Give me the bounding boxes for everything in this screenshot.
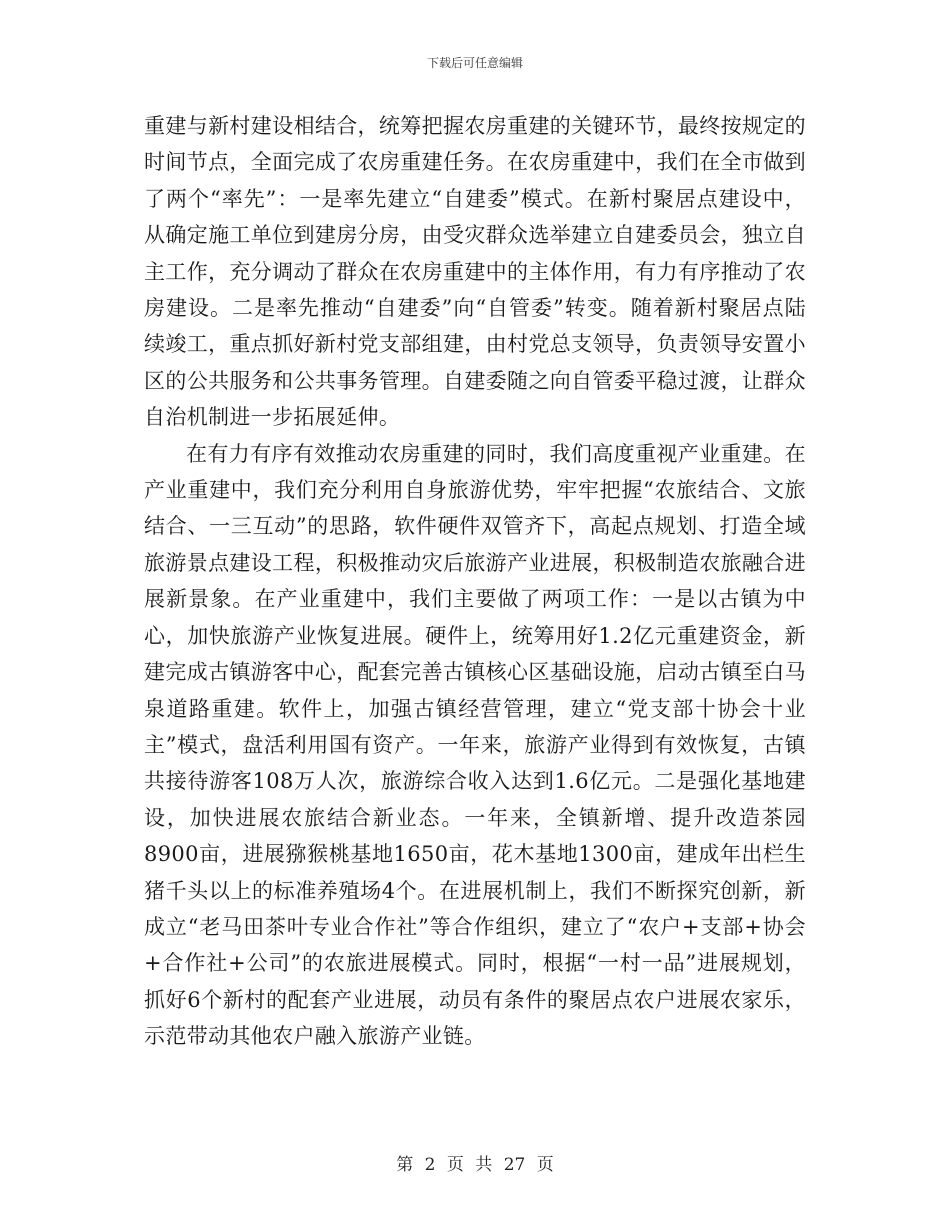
document-body [144,108,806,1055]
page-number: 第 2 页 共 27 页 [396,1155,554,1175]
page-header: 下载后可任意编辑 [426,56,523,70]
paragraph-housing-reconstruction: 重建与新村建设相结合，统筹把握农房重建的关键环节，最终按规定的时间节点，全面完成了农房重建任务。在农房重建中，我们在全市做到了两个“率先”：一是率先建立“自建委”模式。在新村聚居点建设中，从确定施工单位到建房分房，由受灾群众选举建立自建委员会，独立自主工作，充分调动了群众在农房重建中的主体作用，有力有序推动了农房建设。二是率先推动“自建委”向“自管委”转变。随着新村聚居点陆续竣工，重点抓好新村党支部组建，由村党总支领导，负责领导安置小区的公共服务和公共事务管理。自建委随之向自管委平稳过渡，让群众自治机制进一步拓展延伸。 [144,114,806,430]
paragraph-industry-reconstruction: 在有力有序有效推动农房重建的同时，我们高度重视产业重建。在产业重建中，我们充分利用自身旅游优势，牢牢把握“农旅结合、文旅结合、一三互动”的思路，软件硬件双管齐下，高起点规划、打造全域旅游景点建设工程，积极推动灾后旅游产业进展，积极制造农旅融合进展新景象。在产业重建中，我们主要做了两项工作：一是以古镇为中心，加快旅游产业恢复进展。硬件上，统筹用好1.2亿元重建资金，新建完成古镇游客中心，配套完善古镇核心区基础设施，启动古镇至白马泉道路重建。软件上，加强古镇经营管理，建立“党支部十协会十业主”模式，盘活利用国有资产。一年来，旅游产业得到有效恢复，古镇共接待游客108万人次，旅游综合收入达到1.6亿元。二是强化基地建设，加快进展农旅结合新业态。一年来，全镇新增、提升改造茶园8900亩，进展猕猴桃基地1650亩，花木基地1300亩，建成年出栏生猪千头以上的标准养殖场4个。在进展机制上，我们不断探究创新，新成立“老马田茶叶专业合作社”等合作组织，建立了“农户+支部+协会+合作社+公司”的农旅进展模式。同时，根据“一村一品”进展规划，抓好6个新村的配套产业进展，动员有条件的聚居点农户进展农家乐，示范带动其他农户融入旅游产业链。 [144,441,806,1049]
